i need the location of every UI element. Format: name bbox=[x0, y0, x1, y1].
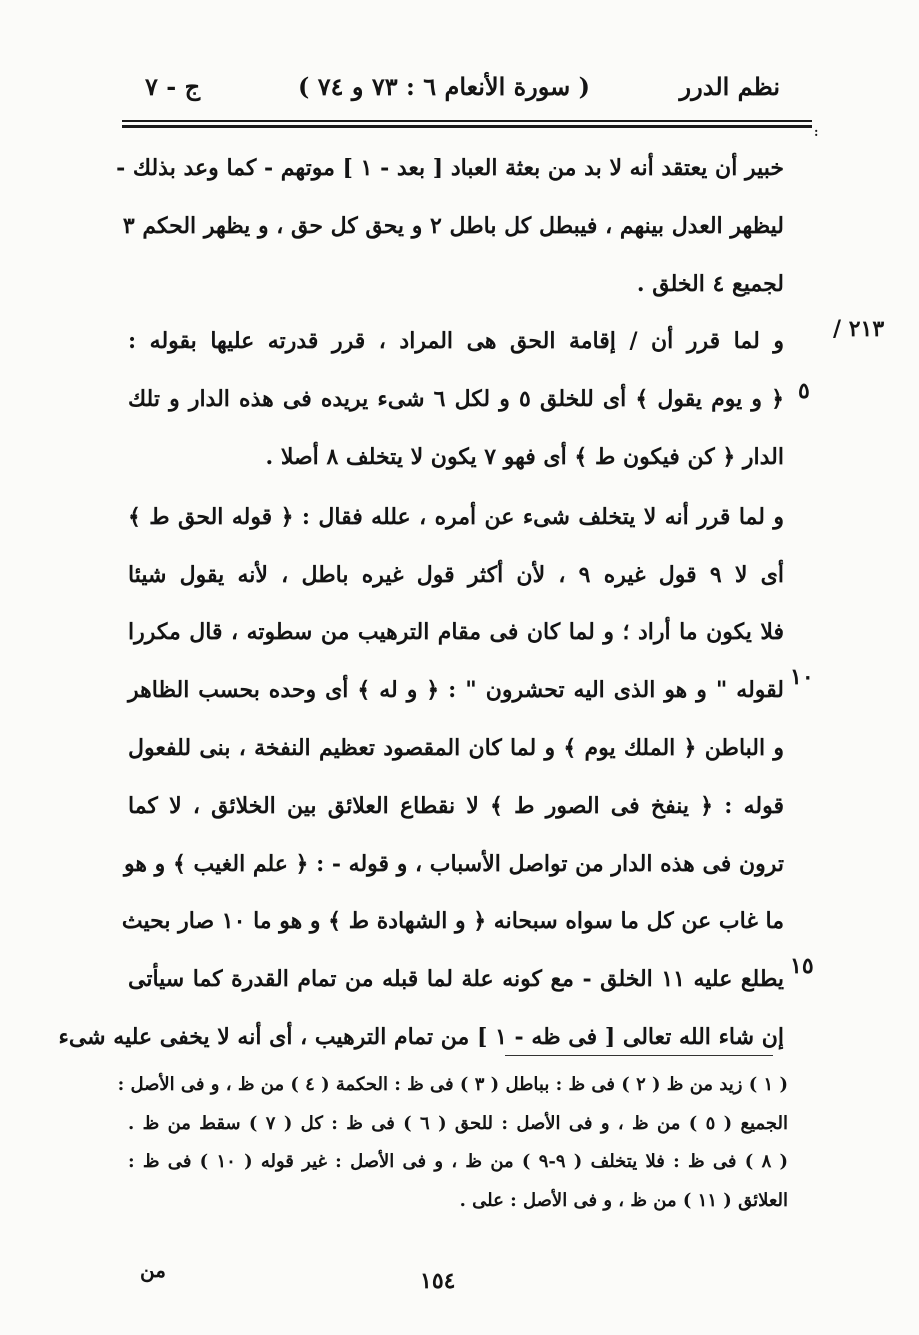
header-rule-thick bbox=[122, 125, 812, 128]
body-line: لجميع ٤ الخلق . bbox=[636, 270, 784, 297]
footnotes bbox=[117, 1066, 789, 1220]
body-line: و لما قرر أنه لا يتخلف شىء عن أمره ، علله فقال : ﴿ قوله الحق ط ﴾ bbox=[128, 503, 784, 530]
edge-mark: : bbox=[814, 125, 819, 139]
body-line: ما غاب عن كل ما سواه سبحانه ﴿ و الشهادة ط ﴾ و هو ما ١٠ صار بحيث bbox=[121, 908, 784, 935]
book-title: نظم الدرر bbox=[679, 72, 780, 101]
body-line: الدار ﴿ كن فيكون ط ﴾ أى فهو ٧ يكون لا يتخلف ٨ أصلا . bbox=[265, 443, 784, 470]
catchword: من bbox=[140, 1258, 166, 1282]
surah-reference: ( سورة الأنعام ٦ : ٧٣ و ٧٤ ) bbox=[298, 72, 590, 101]
body-line: أى لا ٩ قول غيره ٩ ، لأن أكثر قول غيره باطل ، لأنه يقول شيئا bbox=[128, 561, 785, 588]
body-line: لقوله " و هو الذى اليه تحشرون " : ﴿ و له ﴾ أى وحده بحسب الظاهر bbox=[128, 677, 784, 704]
header-rule-thin bbox=[122, 120, 812, 122]
footnote-line: ( ٨ ) فى ظ : فلا يتخلف ( ٩-٩ ) من ظ ، و فى الأصل : غير قوله ( ١٠ ) فى ظ : bbox=[128, 1151, 789, 1172]
footnote-line: العلائق ( ١١ ) من ظ ، و فى الأصل : على . bbox=[459, 1189, 788, 1211]
volume-number: ج - ٧ bbox=[145, 72, 201, 101]
folio-marker: ٢١٣ / bbox=[833, 316, 885, 342]
body-line: يطلع عليه ١١ الخلق - مع كونه علة لما قبله من تمام القدرة كما سيأتى bbox=[128, 966, 784, 993]
body-line: و الباطن ﴿ الملك يوم ﴾ و لما كان المقصود تعظيم النفخة ، بنى للفعول bbox=[128, 734, 784, 761]
running-header bbox=[125, 72, 780, 112]
line-number-5: ٥ bbox=[798, 378, 810, 404]
body-line: ﴿ و يوم يقول ﴾ أى للخلق ٥ و لكل ٦ شىء يريده فى هذه الدار و تلك bbox=[128, 386, 785, 413]
body-line: إن شاء الله تعالى [ فى ظه - ١ ] من تمام الترهيب ، أى أنه لا يخفى عليه شىء bbox=[58, 1023, 784, 1050]
body-line: ليظهر العدل بينهم ، فيبطل كل باطل ٢ و يحق كل حق ، و يظهر الحكم ٣ bbox=[122, 212, 784, 239]
body-line: فلا يكون ما أراد ؛ و لما كان فى مقام الترهيب من سطوته ، قال مكررا bbox=[128, 619, 784, 646]
footnote-line: الجميع ( ٥ ) من ظ ، و فى الأصل : للحق ( ٦ ) فى ظ : كل ( ٧ ) سقط من ظ . bbox=[128, 1112, 789, 1134]
body-line: خبير أن يعتقد أنه لا بد من بعثة العباد [ بعد - ١ ] موتهم - كما وعد بذلك - bbox=[116, 155, 784, 181]
body-line: ترون فى هذه الدار من تواصل الأسباب ، و قوله - : ﴿ علم الغيب ﴾ و هو bbox=[124, 850, 784, 877]
footnote-rule bbox=[505, 1055, 773, 1056]
page-number: ١٥٤ bbox=[420, 1268, 456, 1294]
body-line: و لما قرر أن / إقامة الحق هى المراد ، قرر قدرته عليها بقوله : bbox=[128, 328, 784, 355]
line-number-15: ١٥ bbox=[790, 953, 814, 979]
footnote-line: ( ١ ) زيد من ظ ( ٢ ) فى ظ : بباطل ( ٣ ) فى ظ : الحكمة ( ٤ ) من ظ ، و فى الأصل : bbox=[117, 1074, 788, 1095]
body-text bbox=[58, 140, 785, 1067]
line-number-10: ١٠ bbox=[790, 664, 814, 690]
body-line: قوله : ﴿ ينفخ فى الصور ط ﴾ لا نقطاع العلائق بين الخلائق ، لا كما bbox=[128, 792, 784, 819]
